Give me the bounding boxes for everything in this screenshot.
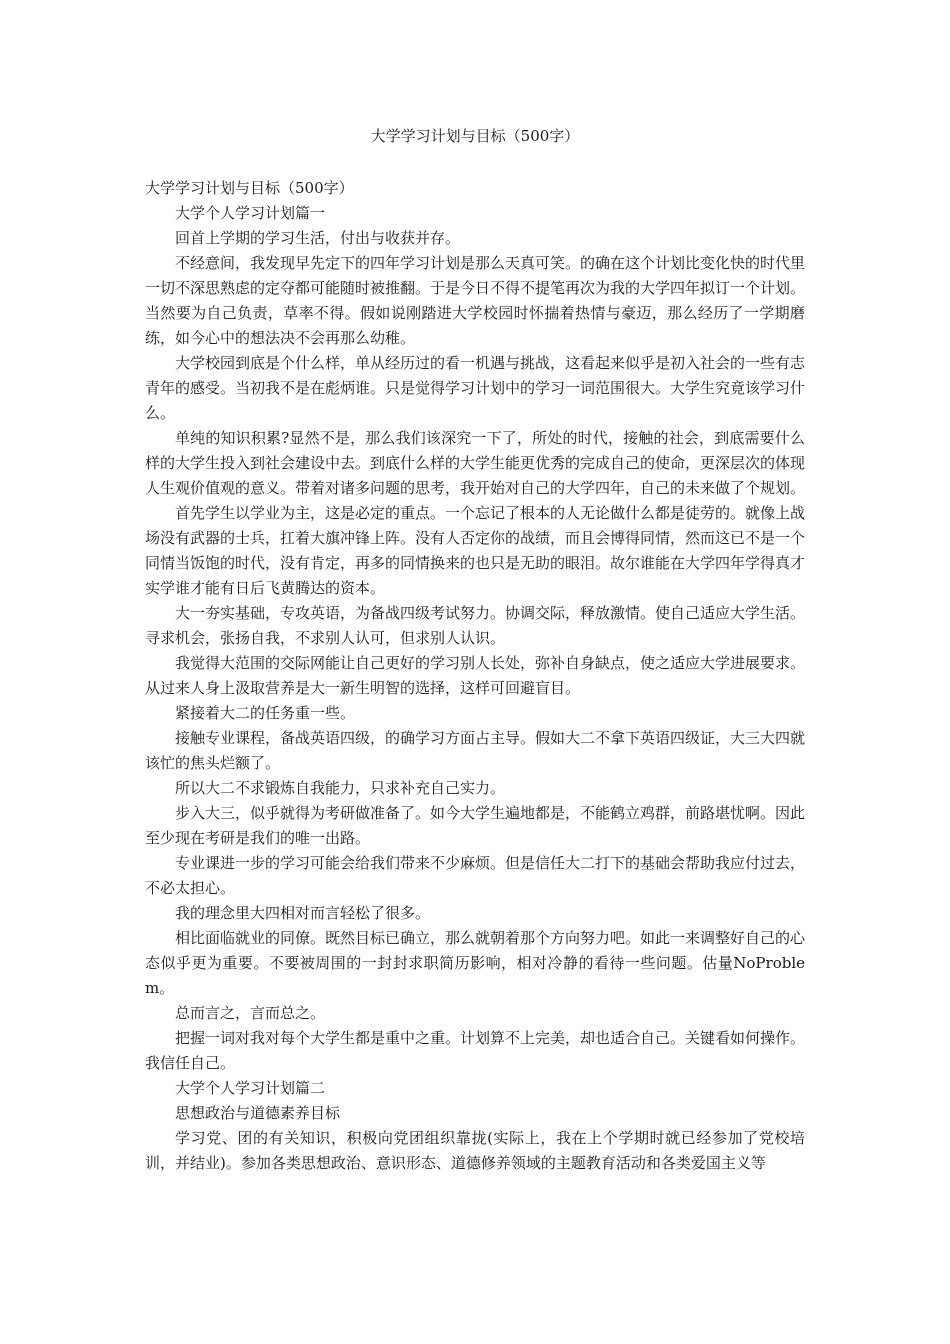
paragraph: 总而言之，言而总之。 <box>175 1004 326 1022</box>
paragraph: 专业课进一步的学习可能会给我们带来不少麻烦。但是信任大二打下的基础会帮助我应付过去，不必太担心。 <box>145 854 806 897</box>
paragraph: 大学学习计划与目标（500字） <box>145 179 354 197</box>
paragraph: 把握一词对我对每个大学生都是重中之重。计划算不上完美，却也适合自己。关键看如何操作。我信任自己。 <box>145 1029 806 1072</box>
paragraph: 思想政治与道德素养目标 <box>175 1104 341 1122</box>
paragraph: 大学校园到底是个什么样，单从经历过的看一机遇与挑战，这看起来似乎是初入社会的一些有志青年的感受。当初我不是在彪炳谁。只是觉得学习计划中的学习一词范围很大。大学生究竟该学习什么。 <box>145 354 806 422</box>
paragraph: 所以大二不求锻炼自我能力，只求补充自己实力。 <box>175 779 506 797</box>
paragraph: 接触专业课程，备战英语四级，的确学习方面占主导。假如大二不拿下英语四级证，大三大四就该忙的焦头烂额了。 <box>145 729 806 772</box>
paragraph: 步入大三，似乎就得为考研做准备了。如今大学生遍地都是，不能鹤立鸡群，前路堪忧啊。因此至少现在考研是我们的唯一出路。 <box>145 804 806 847</box>
paragraph: 学习党、团的有关知识，积极向党团组织靠拢(实际上，我在上个学期时就已经参加了党校培训，并结业)。参加各类思想政治、意识形态、道德修养领域的主题教育活动和各类爱国主义等 <box>145 1129 805 1172</box>
paragraph: 大学个人学习计划篇一 <box>175 204 326 222</box>
paragraph: 回首上学期的学习生活，付出与收获并存。 <box>175 229 461 247</box>
document-title: 大学学习计划与目标（500字） <box>370 127 580 145</box>
paragraph: 不经意间，我发现早先定下的四年学习计划是那么天真可笑。的确在这个计划比变化快的时代里一切不深思熟虑的定夺都可能随时被推翻。于是今日不得不提笔再次为我的大学四年拟订一个计划。当然要为自己负责，草率不得。假如说刚踏进大学校园时怀揣着热情与豪迈，那么经历了一学期磨练，如今心中的想法决不会再那么幼稚。 <box>145 254 806 347</box>
paragraph: 紧接着大二的任务重一些。 <box>175 704 356 722</box>
paragraph: 大一夯实基础，专攻英语，为备战四级考试努力。协调交际，释放激情。使自己适应大学生活。寻求机会，张扬自我，不求别人认可，但求别人认识。 <box>145 604 806 647</box>
paragraph: 我觉得大范围的交际网能让自己更好的学习别人长处，弥补自身缺点，使之适应大学进展要求。从过来人身上汲取营养是大一新生明智的选择，这样可回避盲目。 <box>145 654 806 697</box>
paragraph: 大学个人学习计划篇二 <box>175 1079 326 1097</box>
paragraph: 相比面临就业的同僚。既然目标已确立，那么就朝着那个方向努力吧。如此一来调整好自己的心态似乎更为重要。不要被周围的一封封求职简历影响，相对冷静的看待一些问题。估量NoProblem。 <box>145 929 806 997</box>
paragraph: 单纯的知识积累?显然不是，那么我们该深究一下了，所处的时代，接触的社会，到底需要什么样的大学生投入到社会建设中去。到底什么样的大学生能更优秀的完成自己的使命，更深层次的体现人生观价值观的意义。带着对诸多问题的思考，我开始对自己的大学四年，自己的未来做了个规划。 <box>145 429 806 497</box>
paragraph: 首先学生以学业为主，这是必定的重点。一个忘记了根本的人无论做什么都是徒劳的。就像上战场没有武器的士兵，扛着大旗冲锋上阵。没有人否定你的战绩，而且会博得同情，然而这已不是一个同情当饭饱的时代，没有肯定，再多的同情换来的也只是无助的眼泪。故尔谁能在大学四年学得真才实学谁才能有日后飞黄腾达的资本。 <box>145 504 806 597</box>
document-body <box>145 176 805 1176</box>
paragraph: 我的理念里大四相对而言轻松了很多。 <box>175 904 431 922</box>
